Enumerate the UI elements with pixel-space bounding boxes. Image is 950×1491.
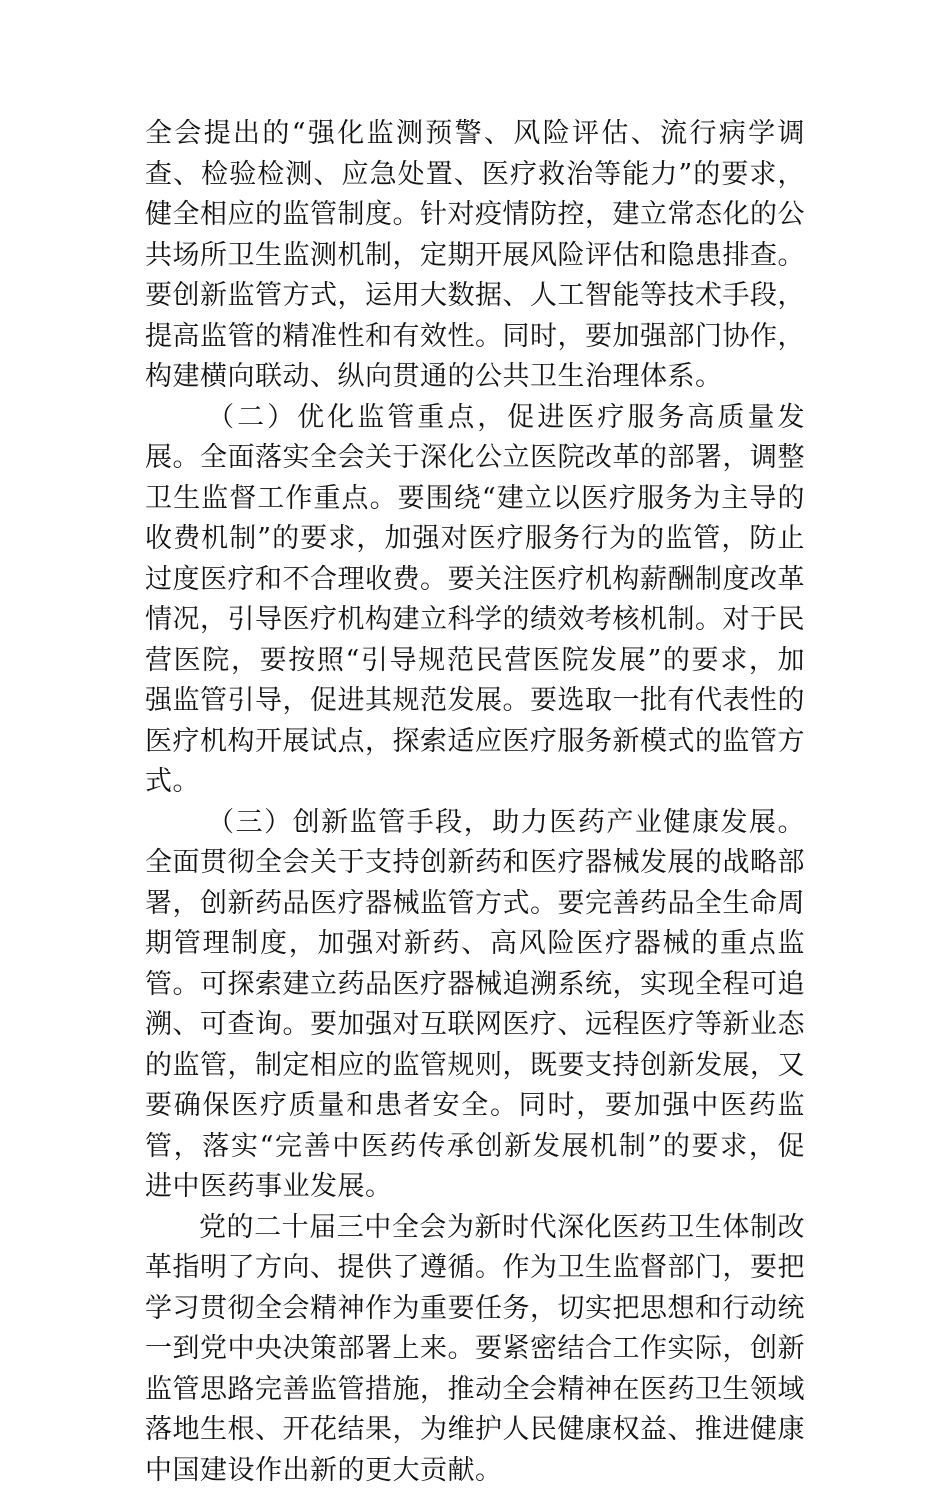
paragraph-conclusion: 党的二十届三中全会为新时代深化医药卫生体制改革指明了方向、提供了遵循。作为卫生监督部门，要把学习贯彻全会精神作为重要任务，切实把思想和行动统一到党中央决策部署上来。要紧密结合工作实际，创新监管思路完善监管措施，推动全会精神在医药卫生领域落地生根、开花结果，为维护人民健康权益、推进健康中国建设作出新的更大贡献。: [145, 1208, 805, 1491]
document-page: [145, 114, 805, 1491]
paragraph-medical-service-supervision: （二）优化监管重点，促进医疗服务高质量发展。全面落实全会关于深化公立医院改革的部署，调整卫生监督工作重点。要围绕“建立以医疗服务为主导的收费机制”的要求，加强对医疗服务行为的监管，防止过度医疗和不合理收费。要关注医疗机构薪酬制度改革情况，引导医疗机构建立科学的绩效考核机制。对于民营医院，要按照“引导规范民营医院发展”的要求，加强监管引导，促进其规范发展。要选取一批有代表性的医疗机构开展试点，探索适应医疗服务新模式的监管方式。: [145, 398, 805, 803]
paragraph-pharma-industry-supervision: （三）创新监管手段，助力医药产业健康发展。全面贯彻全会关于支持创新药和医疗器械发展的战略部署，创新药品医疗器械监管方式。要完善药品全生命周期管理制度，加强对新药、高风险医疗器械的重点监管。可探索建立药品医疗器械追溯系统，实现全程可追溯、可查询。要加强对互联网医疗、远程医疗等新业态的监管，制定相应的监管规则，既要支持创新发展，又要确保医疗质量和患者安全。同时，要加强中医药监管，落实“完善中医药传承创新发展机制”的要求，促进中医药事业发展。: [145, 803, 805, 1208]
paragraph-public-health-supervision: 全会提出的“强化监测预警、风险评估、流行病学调查、检验检测、应急处置、医疗救治等能力”的要求，健全相应的监管制度。针对疫情防控，建立常态化的公共场所卫生监测机制，定期开展风险评估和隐患排查。要创新监管方式，运用大数据、人工智能等技术手段，提高监管的精准性和有效性。同时，要加强部门协作，构建横向联动、纵向贯通的公共卫生治理体系。: [145, 114, 805, 398]
